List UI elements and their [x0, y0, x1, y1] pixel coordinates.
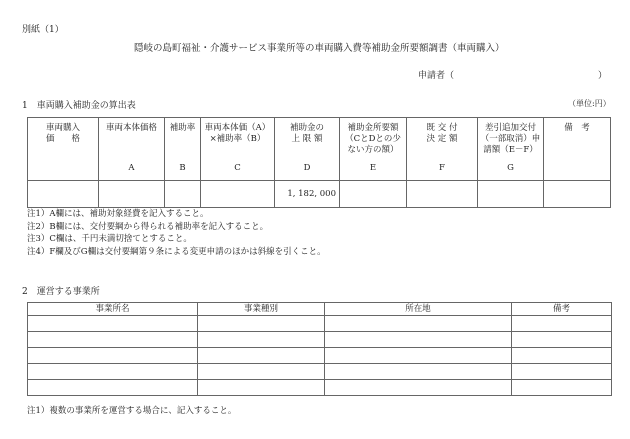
data-cell[interactable] — [325, 332, 512, 348]
header-line: 備 考 — [564, 123, 590, 133]
data-cell[interactable] — [325, 316, 512, 332]
column-header — [275, 118, 340, 181]
column-letter: G — [507, 163, 514, 173]
data-cell[interactable] — [198, 332, 325, 348]
column-header: 事業種別 — [198, 303, 325, 316]
table-row — [28, 364, 612, 380]
table-row — [28, 332, 612, 348]
data-cell[interactable]: 1, 182, 000 — [275, 181, 340, 208]
table-row — [28, 348, 612, 364]
attachment-label: 別紙（1） — [22, 25, 64, 35]
column-header — [28, 118, 99, 181]
column-header — [99, 118, 165, 181]
column-header — [165, 118, 201, 181]
column-letter: D — [303, 163, 311, 173]
data-cell[interactable] — [325, 348, 512, 364]
section1-heading: 1 車両購入補助金の算出表 — [22, 101, 136, 111]
note: 注3）C欄は、千円未満切捨てとすること。 — [27, 234, 192, 245]
data-cell[interactable] — [198, 380, 325, 396]
data-cell[interactable] — [512, 348, 612, 364]
column-letter: A — [128, 163, 135, 173]
data-cell[interactable] — [325, 380, 512, 396]
data-cell[interactable] — [28, 181, 99, 208]
column-letter: E — [369, 163, 377, 173]
data-cell[interactable] — [340, 181, 407, 208]
unit-label: （単位:円） — [568, 99, 611, 108]
column-header: 所在地 — [325, 303, 512, 316]
data-cell[interactable] — [407, 181, 478, 208]
offices-table — [27, 302, 612, 396]
data-cell[interactable] — [198, 364, 325, 380]
column-header — [201, 118, 275, 181]
applicant-label: 申請者（ — [418, 71, 455, 81]
header-line: （一部取消）申 — [480, 134, 541, 144]
column-header: 事業所名 — [28, 303, 198, 316]
header-line: 車両購入 — [45, 123, 80, 133]
data-cell[interactable] — [198, 316, 325, 332]
data-cell[interactable] — [544, 181, 611, 208]
data-cell[interactable] — [165, 181, 201, 208]
data-cell[interactable] — [512, 332, 612, 348]
header-line: 差引追加交付 — [484, 123, 536, 133]
header-line: （CとDとの少 — [345, 134, 401, 144]
column-letter: F — [439, 163, 445, 173]
header-line: 補助金所要額 — [347, 123, 399, 133]
section2-heading: 2 運営する事業所 — [22, 287, 100, 297]
applicant-close: ） — [598, 71, 608, 81]
data-cell[interactable] — [478, 181, 544, 208]
header-line: 価 格 — [45, 134, 80, 144]
header-line: 決 定 額 — [426, 134, 458, 144]
header-line: ない方の額） — [347, 145, 399, 155]
data-cell[interactable] — [512, 364, 612, 380]
note: 注4）F欄及びG欄は交付要綱第９条による変更申請のほかは斜線を引くこと。 — [27, 247, 326, 258]
data-cell[interactable] — [201, 181, 275, 208]
data-cell[interactable] — [198, 348, 325, 364]
data-cell[interactable] — [28, 316, 198, 332]
data-cell[interactable] — [28, 332, 198, 348]
column-header — [478, 118, 544, 181]
header-line: 請額（E－F） — [483, 145, 538, 155]
column-letter: C — [234, 163, 241, 173]
subsidy-calc-table — [27, 117, 611, 208]
note: 注1）A欄には、補助対象経費を記入すること。 — [27, 209, 209, 219]
header-line: 車両本体価格 — [105, 123, 157, 133]
table-row — [28, 316, 612, 332]
header-line: 補助率 — [169, 123, 196, 133]
page-title: 隠岐の島町福祉・介護サービス事業所等の車両購入費等補助金所要額調書（車両購入） — [134, 43, 505, 54]
section2-note: 注1）複数の事業所を運営する場合に、記入すること。 — [27, 406, 237, 416]
header-line: 車両本体価（A） — [204, 123, 271, 133]
data-cell[interactable] — [512, 316, 612, 332]
header-line: 補助金の — [289, 123, 324, 133]
header-line: 上 限 額 — [291, 134, 323, 144]
column-letter: B — [179, 163, 186, 173]
header-line: 既 交 付 — [426, 123, 458, 133]
data-cell[interactable] — [28, 380, 198, 396]
table-row — [28, 380, 612, 396]
column-header — [544, 118, 611, 181]
note: 注2）B欄には、交付要綱から得られる補助率を記入すること。 — [27, 221, 269, 232]
data-cell[interactable] — [28, 364, 198, 380]
header-line: ×補助率（B） — [209, 134, 266, 144]
section1-notes — [27, 208, 326, 259]
column-header: 備考 — [512, 303, 612, 316]
data-cell[interactable] — [28, 348, 198, 364]
column-header — [407, 118, 478, 181]
data-cell[interactable] — [325, 364, 512, 380]
data-cell[interactable] — [512, 380, 612, 396]
data-cell[interactable] — [99, 181, 165, 208]
column-header — [340, 118, 407, 181]
